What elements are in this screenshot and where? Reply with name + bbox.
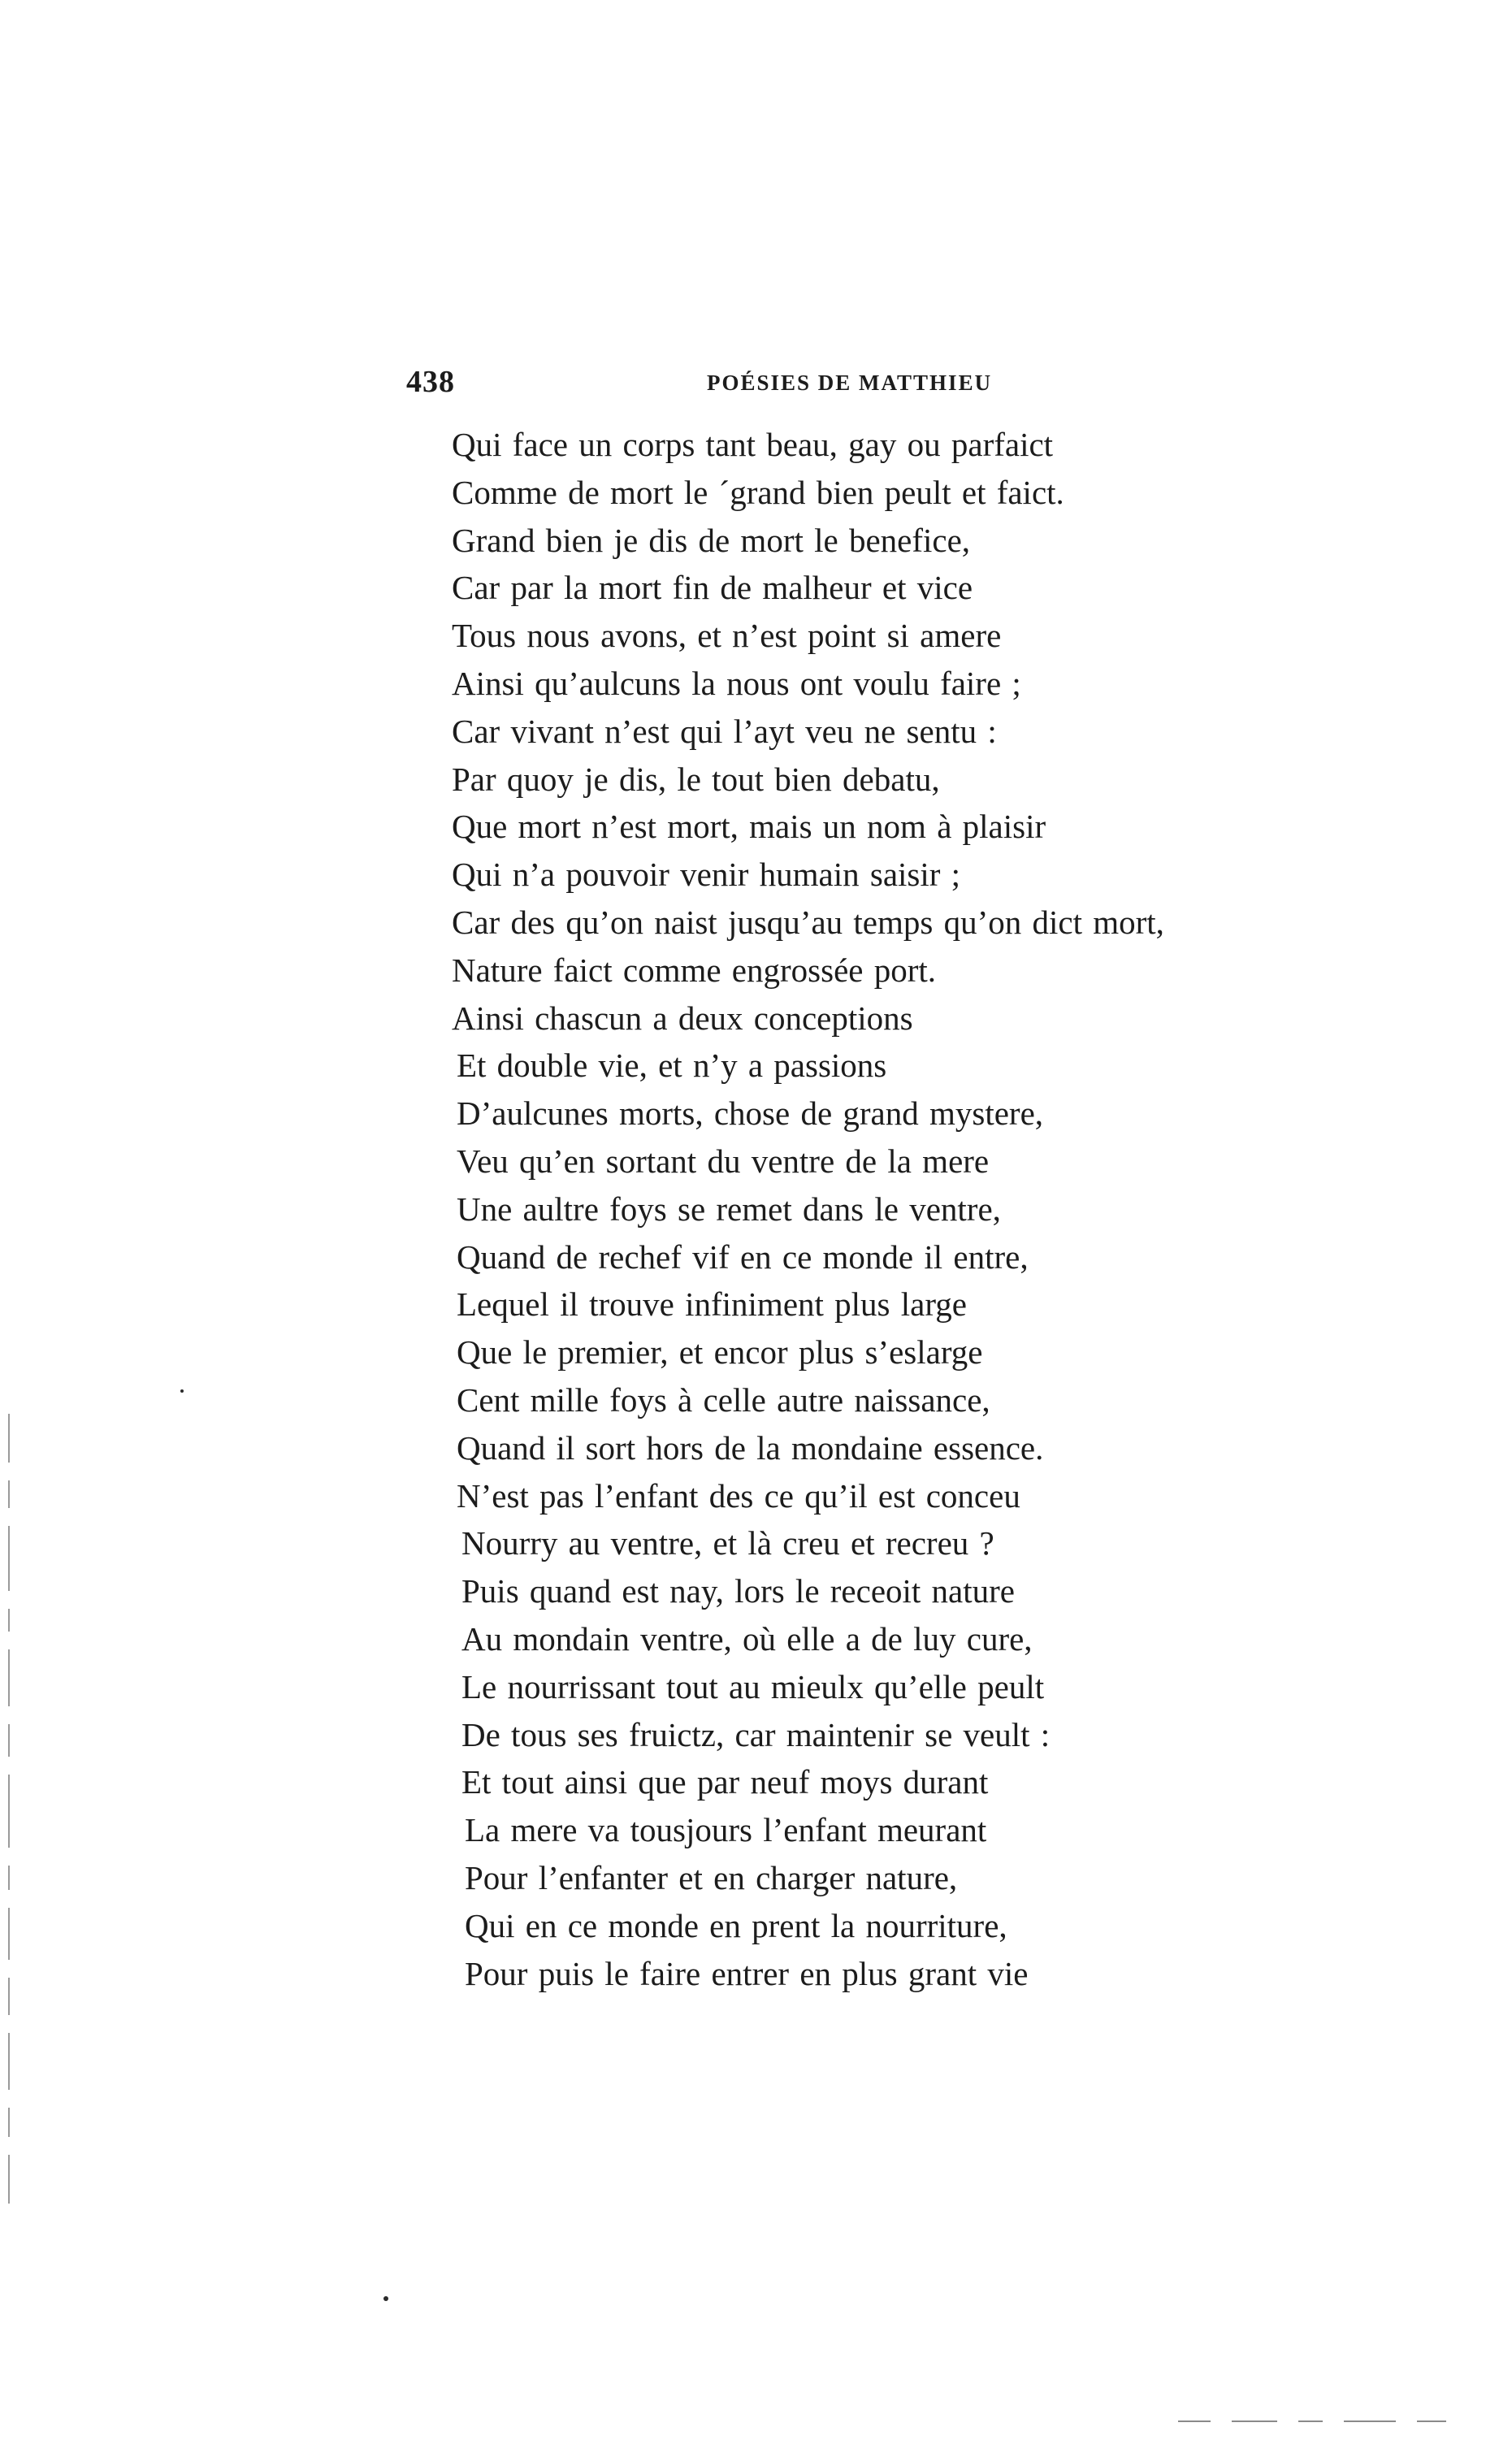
- verse-line: Le nourrissant tout au mieulx qu’elle peult: [461, 1667, 1045, 1705]
- verse-line: La mere va tousjours l’enfant meurant: [465, 1811, 987, 1849]
- verse-line: De tous ses fruictz, car maintenir se veult :: [461, 1715, 1051, 1753]
- verse-line: Pour puis le faire entrer en plus grant vie: [465, 1954, 1029, 1992]
- verse-line: Car par la mort fin de malheur et vice: [452, 569, 973, 607]
- verse-line: Que le premier, et encor plus s’eslarge: [457, 1333, 983, 1372]
- scan-foot-mark: [1178, 2412, 1495, 2414]
- page-header: [406, 364, 1056, 405]
- verse-line: Comme de mort le ´grand bien peult et faict.: [452, 473, 1064, 511]
- verse-line: Et tout ainsi que par neuf moys durant: [461, 1763, 989, 1801]
- verse-line: Qui face un corps tant beau, gay ou parfaict: [452, 426, 1054, 463]
- page-number: 438: [406, 365, 455, 399]
- verse-line: Qui n’a pouvoir venir humain saisir ;: [452, 856, 961, 894]
- ink-speck: [383, 2296, 388, 2301]
- verse-line: Quand il sort hors de la mondaine essence.: [457, 1428, 1044, 1467]
- verse-line: Grand bien je dis de mort le benefice,: [452, 521, 971, 559]
- verse-line: Pour l’enfanter et en charger nature,: [465, 1858, 958, 1896]
- verse-line: Nourry au ventre, et là creu et recreu ?: [461, 1524, 994, 1562]
- scan-edge-mark: [8, 1414, 11, 2405]
- verse-line: Ainsi chascun a deux conceptions: [452, 999, 913, 1037]
- verse-line: Car vivant n’est qui l’ayt veu ne sentu :: [452, 712, 997, 750]
- verse-line: Lequel il trouve infiniment plus large: [457, 1285, 967, 1324]
- verse-line: Au mondain ventre, où elle a de luy cure,: [461, 1619, 1033, 1658]
- verse-line: Car des qu’on naist jusqu’au temps qu’on dict mort,: [452, 903, 1164, 941]
- verse-line: Cent mille foys à celle autre naissance,: [457, 1380, 990, 1419]
- running-title: POÉSIES DE MATTHIEU: [707, 371, 993, 395]
- verse-line: Qui en ce monde en prent la nourriture,: [465, 1906, 1007, 1944]
- verse-line: N’est pas l’enfant des ce qu’il est conceu: [457, 1476, 1020, 1515]
- verse-line: Et double vie, et n’y a passions: [457, 1047, 887, 1085]
- verse-line: Tous nous avons, et n’est point si amere: [452, 617, 1002, 655]
- verse-line: Quand de rechef vif en ce monde il entre,: [457, 1237, 1029, 1276]
- verse-line: Puis quand est nay, lors le receoit nature: [461, 1572, 1015, 1610]
- verse-line: D’aulcunes morts, chose de grand mystere,: [457, 1094, 1044, 1133]
- poem-text: [452, 421, 1345, 1997]
- verse-line: Ainsi qu’aulcuns la nous ont voulu faire ;: [452, 664, 1021, 702]
- verse-line: Veu qu’en sortant du ventre de la mere: [457, 1142, 990, 1180]
- verse-line: Par quoy je dis, le tout bien debatu,: [452, 760, 940, 798]
- verse-line: Nature faict comme engrossée port.: [452, 951, 937, 989]
- verse-line: Que mort n’est mort, mais un nom à plaisir: [452, 808, 1046, 846]
- ink-speck: [180, 1389, 184, 1393]
- verse-line: Une aultre foys se remet dans le ventre,: [457, 1190, 1001, 1228]
